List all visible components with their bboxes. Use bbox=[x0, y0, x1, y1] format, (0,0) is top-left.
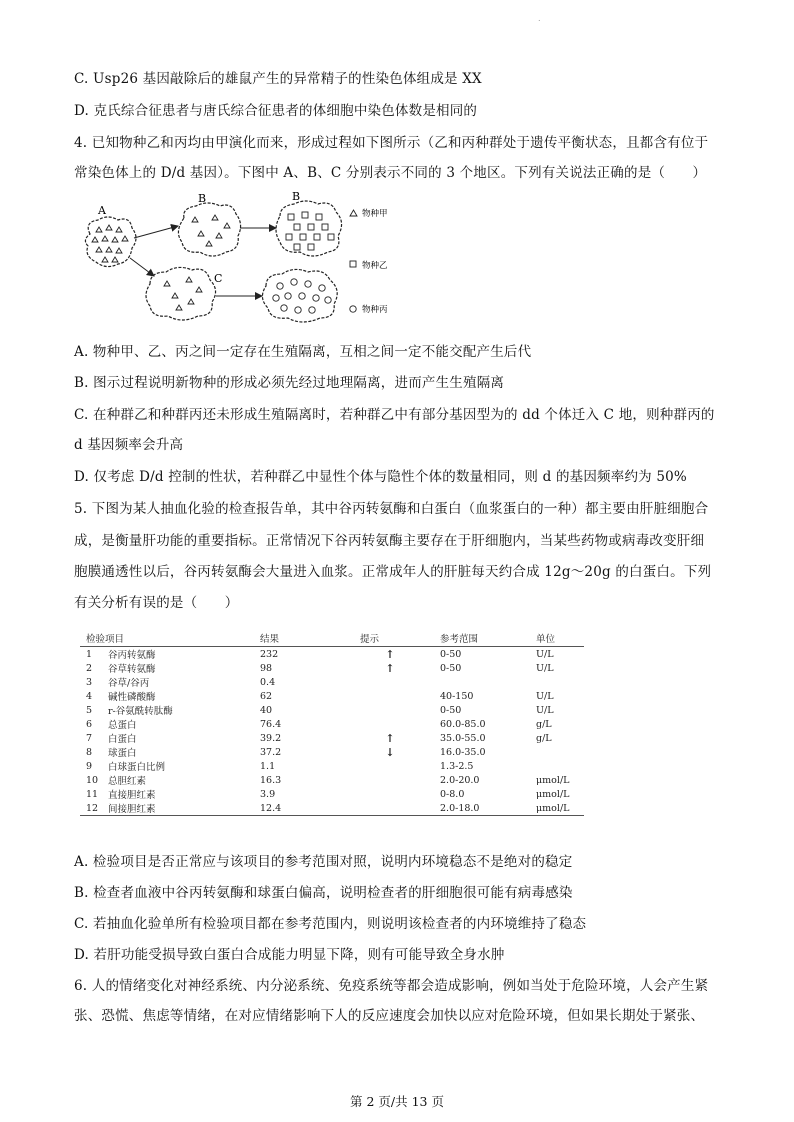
q5-stem-line-1: 5. 下图为某人抽血化验的检查报告单，其中谷丙转氨酶和白蛋白（血浆蛋白的一种）都主要由肝脏细胞合 bbox=[74, 501, 709, 517]
row-flag bbox=[360, 717, 420, 731]
region-b-final bbox=[276, 201, 342, 256]
row-item-name: 间接胆红素 bbox=[108, 801, 260, 816]
row-result: 39.2 bbox=[260, 732, 282, 744]
row-unit: g/L bbox=[536, 732, 552, 744]
row-reference: 0-50 bbox=[440, 662, 462, 674]
row-number: 3 bbox=[86, 676, 93, 688]
triangles-b bbox=[192, 215, 230, 246]
report-row bbox=[80, 773, 584, 787]
row-flag bbox=[360, 773, 420, 787]
q3-option-d: D. 克氏综合征患者与唐氏综合征患者的体细胞中染色体数是相同的 bbox=[74, 103, 478, 119]
report-row bbox=[80, 675, 584, 689]
row-reference: 2.0-18.0 bbox=[420, 801, 536, 816]
q4-option-a: A. 物种甲、乙、丙之间一定存在生殖隔离，互相之间一定不能交配产生后代 bbox=[74, 344, 532, 360]
row-item-name: 谷草/谷丙 bbox=[108, 678, 150, 689]
row-unit bbox=[536, 675, 584, 689]
report-row bbox=[80, 689, 584, 703]
row-number: 5 bbox=[86, 704, 93, 716]
report-row bbox=[80, 661, 584, 675]
row-reference: 0-8.0 bbox=[440, 788, 465, 800]
report-row bbox=[80, 745, 584, 759]
q5-stem-line-4: 有关分析有误的是（ ） bbox=[74, 595, 239, 611]
row-unit: U/L bbox=[536, 648, 554, 660]
row-item-name: 白蛋白 bbox=[108, 734, 137, 745]
row-reference: 16.0-35.0 bbox=[440, 746, 486, 758]
row-number: 6 bbox=[86, 718, 93, 730]
q6-stem-line-1: 6. 人的情绪变化对神经系统、内分泌系统、免疫系统等都会造成影响，例如当处于危险环境，人会产生紧 bbox=[74, 978, 709, 994]
row-unit: U/L bbox=[536, 662, 554, 674]
row-flag bbox=[360, 703, 420, 717]
q4-option-c-line-1: C. 在种群乙和种群丙还未形成生殖隔离时，若种群乙中有部分基因型为的 dd 个体迁入 C 地，则种群丙的 bbox=[74, 407, 715, 423]
legend-circle-icon bbox=[350, 306, 356, 312]
legend-bing: 物种丙 bbox=[362, 305, 388, 315]
row-unit: μmol/L bbox=[536, 788, 570, 800]
row-number: 7 bbox=[86, 732, 93, 744]
row-result: 16.3 bbox=[260, 774, 282, 786]
row-reference bbox=[420, 675, 536, 689]
triangles-c bbox=[164, 277, 202, 310]
q4-option-c-line-2: d 基因频率会升高 bbox=[74, 437, 184, 453]
row-flag bbox=[360, 759, 420, 773]
q5-option-d: D. 若肝功能受损导致白蛋白合成能力明显下降，则有可能导致全身水肿 bbox=[74, 947, 505, 963]
row-result: 76.4 bbox=[260, 718, 282, 730]
q4-option-b: B. 图示过程说明新物种的形成必须先经过地理隔离，进而产生生殖隔离 bbox=[74, 375, 505, 391]
row-reference: 0-50 bbox=[440, 648, 462, 660]
row-result: 62 bbox=[260, 690, 273, 702]
row-unit: μmol/L bbox=[536, 774, 570, 786]
row-number: 1 bbox=[86, 648, 93, 660]
row-number: 4 bbox=[86, 690, 93, 702]
row-item-name: 直接胆红素 bbox=[108, 790, 156, 801]
row-number: 11 bbox=[86, 788, 99, 800]
speciation-diagram bbox=[80, 192, 500, 332]
row-result: 1.1 bbox=[260, 760, 276, 772]
row-flag bbox=[360, 801, 420, 816]
triangles-a bbox=[92, 225, 128, 262]
report-row bbox=[80, 703, 584, 717]
row-number: 8 bbox=[86, 746, 93, 758]
row-result: 40 bbox=[260, 704, 273, 716]
legend-yi: 物种乙 bbox=[362, 261, 388, 271]
q6-stem-line-2: 张、恐慌、焦虑等情绪，在对应情绪影响下人的反应速度会加快以应对危险环境，但如果长期处于紧张、 bbox=[74, 1008, 705, 1024]
row-flag bbox=[360, 689, 420, 703]
arrow-a-to-b bbox=[134, 226, 178, 238]
q3-option-c: C. Usp26 基因敲除后的雄鼠产生的异常精子的性染色体组成是 XX bbox=[74, 71, 482, 87]
row-number: 10 bbox=[86, 774, 99, 786]
row-flag: ↑ bbox=[385, 661, 395, 675]
q5-option-c: C. 若抽血化验单所有检验项目都在参考范围内，则说明该检查者的内环境维持了稳态 bbox=[74, 916, 587, 932]
row-flag bbox=[360, 675, 420, 689]
row-number: 9 bbox=[86, 760, 93, 772]
legend-jia: 物种甲 bbox=[362, 209, 388, 219]
row-result: 37.2 bbox=[260, 746, 282, 758]
label-b-final: B bbox=[292, 192, 301, 203]
row-unit: U/L bbox=[536, 704, 554, 716]
row-reference: 40-150 bbox=[440, 690, 474, 702]
row-flag: ↑ bbox=[385, 731, 395, 745]
row-number: 2 bbox=[86, 662, 93, 674]
row-item-name: 总胆红素 bbox=[108, 776, 147, 787]
region-c-initial bbox=[146, 267, 216, 320]
row-item-name: 总蛋白 bbox=[108, 720, 137, 731]
row-item-name: 谷草转氨酶 bbox=[108, 664, 156, 675]
header-ref: 参考范围 bbox=[420, 631, 536, 647]
row-unit bbox=[536, 745, 584, 759]
report-row bbox=[80, 647, 584, 662]
q5-option-b: B. 检查者血液中谷丙转氨酶和球蛋白偏高，说明检查者的肝细胞很可能有病毒感染 bbox=[74, 885, 573, 901]
row-item-name: 谷丙转氨酶 bbox=[108, 650, 156, 661]
report-row bbox=[80, 801, 584, 816]
label-b-initial: B bbox=[198, 192, 207, 205]
row-flag: ↑ bbox=[385, 647, 395, 661]
q4-stem-line-2: 常染色体上的 D/d 基因）。下图中 A、B、C 分别表示不同的 3 个地区。下列有关说法正确的是（ ） bbox=[74, 165, 707, 181]
squares-b bbox=[286, 212, 334, 250]
header-flag: 提示 bbox=[360, 631, 420, 647]
row-number: 12 bbox=[80, 801, 108, 816]
page-footer: 第 2 页/共 13 页 bbox=[350, 1094, 444, 1109]
blood-test-report bbox=[80, 631, 584, 816]
row-unit: μmol/L bbox=[536, 801, 584, 816]
row-item-name: r-谷氨酰转肽酶 bbox=[108, 706, 173, 717]
report-row bbox=[80, 759, 584, 773]
arrow-a-to-c bbox=[130, 258, 154, 276]
legend-square-icon bbox=[350, 261, 356, 267]
row-result: 12.4 bbox=[260, 801, 360, 816]
row-item-name: 碱性磷酸酶 bbox=[108, 692, 156, 703]
q5-stem-line-3: 胞膜通透性以后，谷丙转氨酶会大量进入血浆。正常成年人的肝脏每天约合成 12g～20g 的白蛋白。下列 bbox=[74, 564, 712, 580]
row-reference: 35.0-55.0 bbox=[440, 732, 486, 744]
region-b-initial bbox=[178, 203, 240, 256]
report-header-row bbox=[80, 631, 584, 647]
row-result: 0.4 bbox=[260, 676, 276, 688]
label-c: C bbox=[214, 272, 223, 285]
row-reference: 60.0-85.0 bbox=[440, 718, 486, 730]
row-flag bbox=[360, 787, 420, 801]
header-unit: 单位 bbox=[536, 631, 584, 647]
report-row bbox=[80, 731, 584, 745]
row-result: 232 bbox=[260, 648, 279, 660]
corner-mark: . bbox=[538, 14, 541, 23]
report-row bbox=[80, 717, 584, 731]
row-item-name: 白球蛋白比例 bbox=[108, 762, 166, 773]
header-result: 结果 bbox=[260, 631, 360, 647]
row-unit: g/L bbox=[536, 718, 552, 730]
row-item-name: 球蛋白 bbox=[108, 748, 137, 759]
row-unit: U/L bbox=[536, 690, 554, 702]
report-row bbox=[80, 787, 584, 801]
row-flag: ↓ bbox=[385, 745, 395, 759]
legend-triangle-icon bbox=[350, 210, 357, 216]
q5-stem-line-2: 成，是衡量肝功能的重要指标。正常情况下谷丙转氨酶主要存在于肝细胞内，当某些药物或病毒改变肝细 bbox=[74, 533, 705, 549]
row-reference: 0-50 bbox=[440, 704, 462, 716]
row-unit bbox=[536, 759, 584, 773]
q5-option-a: A. 检验项目是否正常应与该项目的参考范围对照，说明内环境稳态不是绝对的稳定 bbox=[74, 854, 573, 870]
circles-c bbox=[273, 279, 331, 313]
label-a: A bbox=[98, 204, 106, 217]
q4-stem-line-1: 4. 已知物种乙和丙均由甲演化而来，形成过程如下图所示（乙和丙种群处于遗传平衡状态，且都含有位于 bbox=[74, 135, 709, 151]
header-item: 检验项目 bbox=[80, 631, 260, 647]
q4-option-d: D. 仅考虑 D/d 控制的性状，若种群乙中显性个体与隐性个体的数量相同，则 d 的基因频率约为 50% bbox=[74, 469, 687, 485]
row-result: 98 bbox=[260, 662, 273, 674]
row-reference: 1.3-2.5 bbox=[440, 760, 474, 772]
row-reference: 2.0-20.0 bbox=[440, 774, 480, 786]
row-result: 3.9 bbox=[260, 788, 276, 800]
